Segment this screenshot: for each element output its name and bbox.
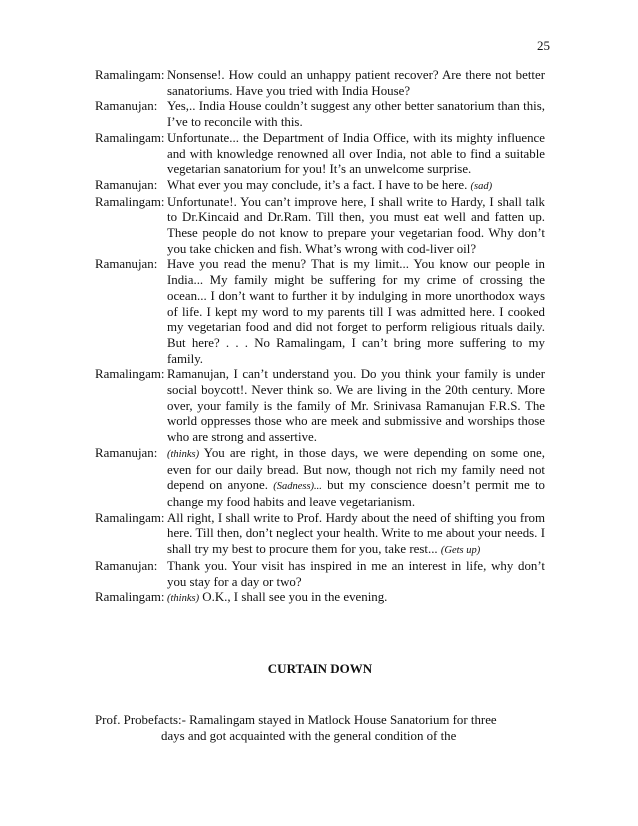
speech-segment: Unfortunate... the Department of India Office, with its mighty influence and with knowledge renowned all over India, not able to find a suitable vegetarian sanatorium for you! It’s an unwelcome surprise.	[167, 130, 545, 177]
narration-line-1: Prof. Probefacts:- Ramalingam stayed in Matlock House Sanatorium for three	[95, 713, 497, 727]
speech-text	[167, 559, 545, 590]
dialogue-line	[95, 131, 545, 178]
curtain-heading: CURTAIN DOWN	[267, 661, 373, 676]
dialogue-line	[95, 559, 545, 590]
speech-text	[167, 257, 545, 367]
speech-segment: but my conscience doesn’t permit me to change my food habits and leave vegetarianism.	[167, 478, 546, 509]
dialogue-line	[95, 178, 545, 195]
dialogue-line	[95, 446, 545, 511]
speech-text	[167, 195, 545, 258]
stage-direction: (Gets up)	[440, 545, 481, 557]
speech-segment: What ever you may conclude, it’s a fact. I have to be here.	[167, 177, 471, 192]
speech-text	[167, 68, 545, 99]
speaker-name: Ramalingam:	[95, 510, 165, 525]
speech-segment: Thank you. Your visit has inspired in me an interest in life, why don’t you stay for a day or two?	[167, 558, 545, 589]
speaker-name: Ramalingam:	[95, 130, 165, 145]
speech-segment: You are right, in those days, we were depending on some one, even for our daily bread. But now, though not rich my family need not depend on anyone.	[167, 445, 545, 493]
speech-text	[167, 590, 545, 607]
speaker-name: Ramanujan:	[95, 257, 158, 272]
speaker-name: Ramalingam:	[95, 367, 165, 382]
speech-segment: All right, I shall write to Prof. Hardy about the need of shifting you from here. Till then, don’t neglect your health. Write to me about your needs. I shall try my best to procure them for you, take rest...	[167, 510, 545, 557]
speech-segment: Have you read the menu? That is my limit... You know our people in India... My family might be suffering for my crime of crossing the ocean... I don’t want to further it by indulging in more unorthodox ways of life. I kept my word to my parents till I was admitted here. I cooked my vegetarian food and did not forget to perform religious rituals daily. But here? . . . No Ramalingam, I can’t bring more suffering to my family.	[167, 257, 545, 366]
speaker-name: Ramanujan:	[95, 558, 158, 573]
speech-segment: Nonsense!. How could an unhappy patient recover? Are there not better sanatoriums. Have you tried with India House?	[167, 68, 545, 98]
speech-text	[167, 367, 545, 446]
dialogue-line	[95, 68, 545, 99]
speaker-name: Ramalingam:	[95, 194, 165, 209]
dialogue-line	[95, 257, 545, 367]
stage-direction: (thinks)	[167, 448, 200, 460]
stage-direction: (Sadness)...	[273, 481, 322, 493]
speech-text	[167, 446, 545, 511]
speaker-name: Ramanujan:	[95, 177, 158, 192]
dialogue-line	[95, 367, 545, 446]
speech-text	[167, 99, 545, 130]
speech-text	[167, 178, 545, 195]
speaker-name: Ramalingam:	[95, 590, 165, 605]
speech-text	[167, 511, 545, 559]
speaker-name: Ramanujan:	[95, 445, 158, 460]
stage-direction: (sad)	[470, 180, 493, 192]
dialogue-body	[95, 68, 545, 607]
speech-text	[167, 131, 545, 178]
dialogue-line	[95, 590, 545, 607]
speech-segment: O.K., I shall see you in the evening.	[199, 590, 388, 605]
speech-segment: Ramanujan, I can’t understand you. Do you think your family is under social boycott!. Never think so. We are living in the 20th century. More over, your family is the family of Mr. Srinivasa Ramanujan F.R.S. The world oppresses those who are meek and submissive and worships those who are strong and assertive.	[167, 367, 545, 445]
stage-direction: (thinks)	[167, 593, 200, 605]
page-number: 25	[537, 38, 550, 53]
speaker-name: Ramalingam:	[95, 68, 165, 82]
dialogue-line	[95, 99, 545, 130]
dialogue-line	[95, 195, 545, 258]
speech-segment: Unfortunate!. You can’t improve here, I shall write to Hardy, I shall talk to Dr.Kincaid and Dr.Ram. Till then, you must eat well and fatten up. These people do not know to prepare your vegetarian food. Why don’t you take chicken and fish. What’s wrong with cod-liver oil?	[167, 194, 545, 256]
narration	[95, 712, 545, 744]
speech-segment: Yes,.. India House couldn’t suggest any other better sanatorium than this, I’ve to reconcile with this.	[167, 99, 545, 130]
dialogue-line	[95, 511, 545, 559]
narration-line-2: days and got acquainted with the general condition of the	[161, 729, 457, 743]
speaker-name: Ramanujan:	[95, 99, 158, 114]
